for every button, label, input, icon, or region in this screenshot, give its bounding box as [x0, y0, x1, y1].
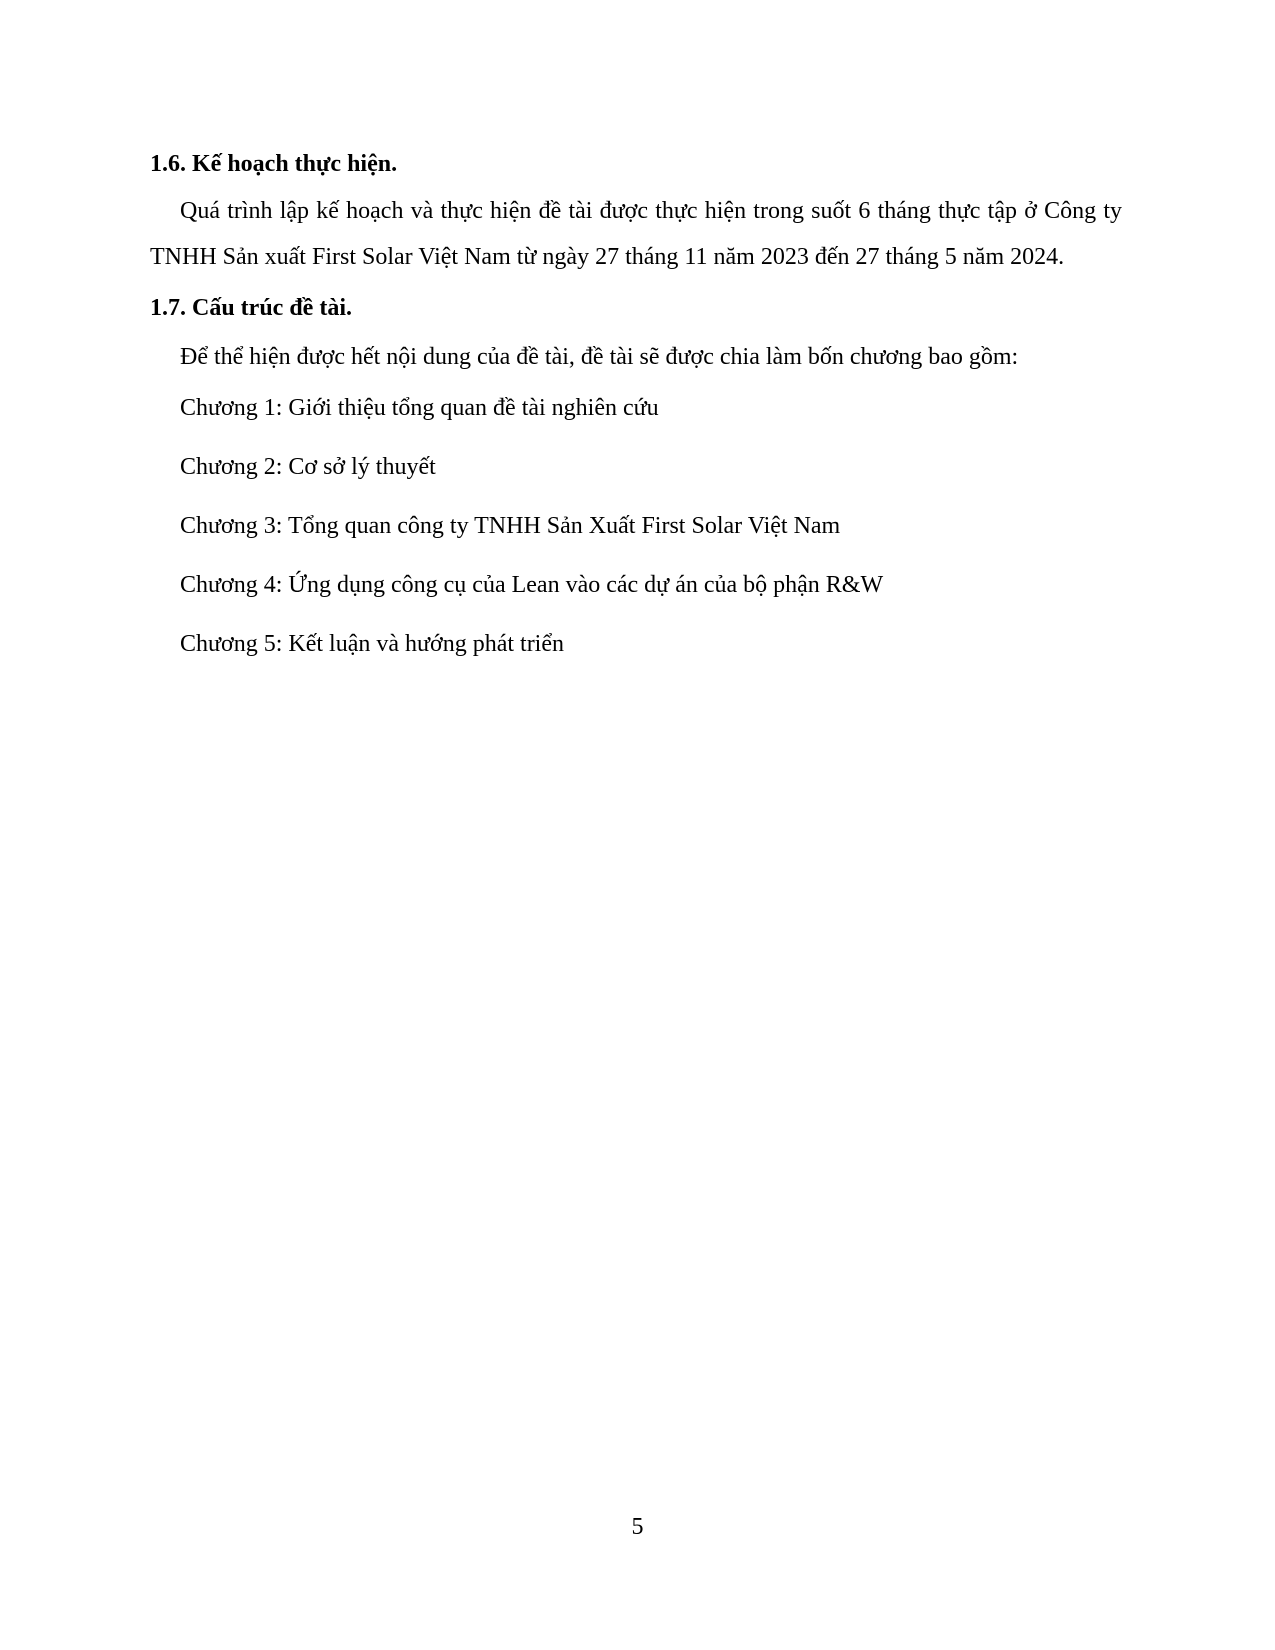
section-paragraph-1-7: Để thể hiện được hết nội dung của đề tài, đề tài sẽ được chia làm bốn chương bao gồm: — [180, 344, 1019, 370]
chapter-item-2: Chương 2: Cơ sở lý thuyết — [180, 454, 436, 480]
chapter-list — [150, 392, 1122, 660]
chapter-item-3: Chương 3: Tổng quan công ty TNHH Sản Xuất First Solar Việt Nam — [180, 513, 841, 539]
chapter-item-4: Chương 4: Ứng dụng công cụ của Lean vào các dự án của bộ phận R&W — [180, 572, 884, 598]
section-heading-1-7: 1.7. Cấu trúc đề tài. — [150, 295, 352, 321]
chapter-item-5: Chương 5: Kết luận và hướng phát triển — [180, 631, 564, 657]
section-paragraph-1-6: Quá trình lập kế hoạch và thực hiện đề tài được thực hiện trong suốt 6 tháng thực tập ở Công ty TNHH Sản xuất First Solar Việt Nam từ ngày 27 tháng 11 năm 2023 đến 27 tháng 5 năm 2024. — [150, 198, 1122, 270]
page-content — [150, 148, 1122, 687]
page-number: 5 — [631, 1514, 644, 1540]
section-heading-1-6: 1.6. Kế hoạch thực hiện. — [150, 151, 398, 177]
chapter-item-1: Chương 1: Giới thiệu tổng quan đề tài nghiên cứu — [180, 395, 659, 421]
